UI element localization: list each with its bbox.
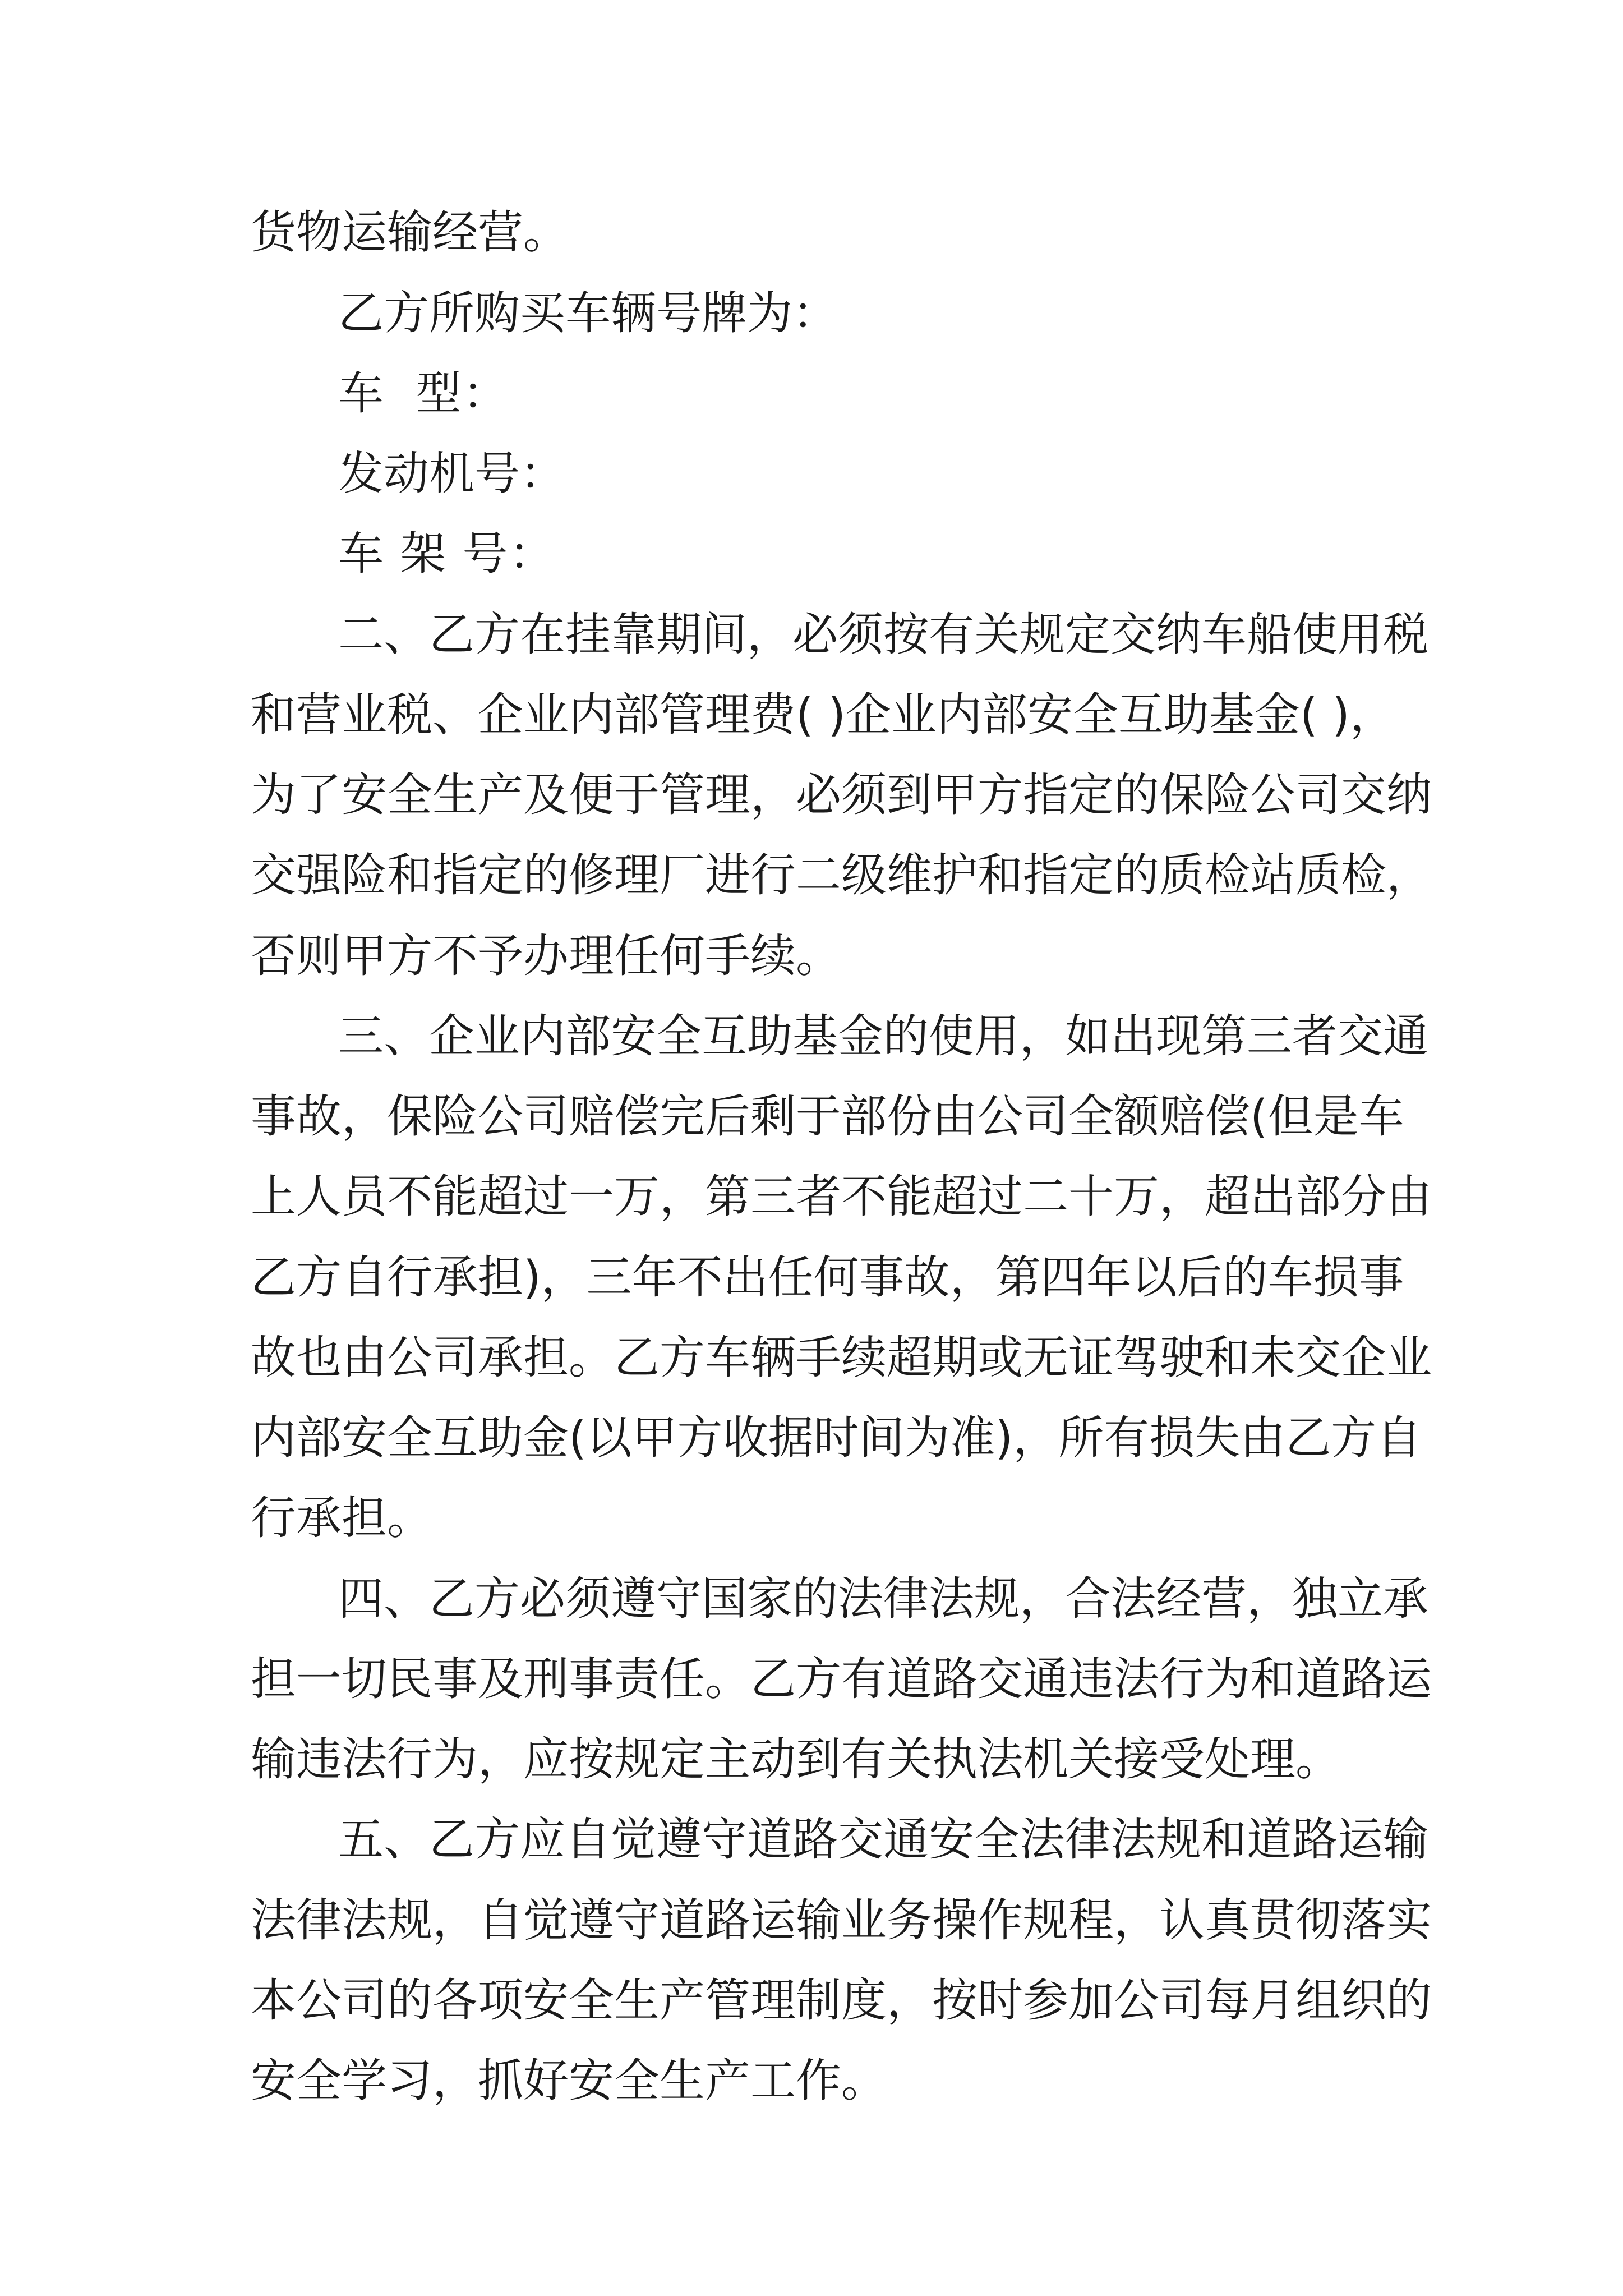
text-line: 为了安全生产及便于管理，必须到甲方指定的保险公司交纳 xyxy=(251,769,1432,822)
text-line: 上人员不能超过一万，第三者不能超过二十万，超出部分由 xyxy=(251,1171,1432,1223)
text-line: 法律法规，自觉遵守道路运输业务操作规程，认真贯彻落实 xyxy=(251,1894,1432,1947)
text-line: 二、乙方在挂靠期间，必须按有关规定交纳车船使用税 xyxy=(338,609,1429,661)
text-line: 四、乙方必须遵守国家的法律法规，合法经营，独立承 xyxy=(338,1573,1429,1626)
text-line: 三、企业内部安全互助基金的使用，如出现第三者交通 xyxy=(338,1010,1429,1063)
text-line: 乙方自行承担)，三年不出任何事故，第四年以后的车损事 xyxy=(251,1251,1404,1304)
text-line: 五、乙方应自觉遵守道路交通安全法律法规和道路运输 xyxy=(338,1814,1429,1866)
text-line: 否则甲方不予办理任何手续。 xyxy=(251,930,842,983)
text-line: 故也由公司承担。乙方车辆手续超期或无证驾驶和未交企业 xyxy=(251,1332,1432,1384)
text-line: 事故，保险公司赔偿完后剩于部份由公司全额赔偿(但是车 xyxy=(251,1091,1404,1143)
text-line: 输违法行为，应按规定主动到有关执法机关接受处理。 xyxy=(251,1733,1341,1786)
text-line: 担一切民事及刑事责任。乙方有道路交通违法行为和道路运 xyxy=(251,1653,1432,1706)
text-line: 交强险和指定的修理厂进行二级维护和指定的质检站质检， xyxy=(251,849,1432,902)
text-line: 和营业税、企业内部管理费( )企业内部安全互助基金( )， xyxy=(251,689,1395,742)
text-line: 内部安全互助金(以甲方收据时间为准)，所有损失由乙方自 xyxy=(251,1412,1422,1465)
text-line: 发动机号： xyxy=(338,448,566,500)
text-line: 车 型： xyxy=(338,367,509,420)
text-line: 行承担。 xyxy=(251,1492,433,1545)
text-line: 乙方所购买车辆号牌为： xyxy=(338,287,838,340)
text-line: 本公司的各项安全生产管理制度，按时参加公司每月组织的 xyxy=(251,1975,1432,2027)
text-line: 安全学习，抓好安全生产工作。 xyxy=(251,2055,887,2108)
text-line: 车 架 号： xyxy=(338,528,556,581)
text-line: 货物运输经营。 xyxy=(251,206,569,259)
